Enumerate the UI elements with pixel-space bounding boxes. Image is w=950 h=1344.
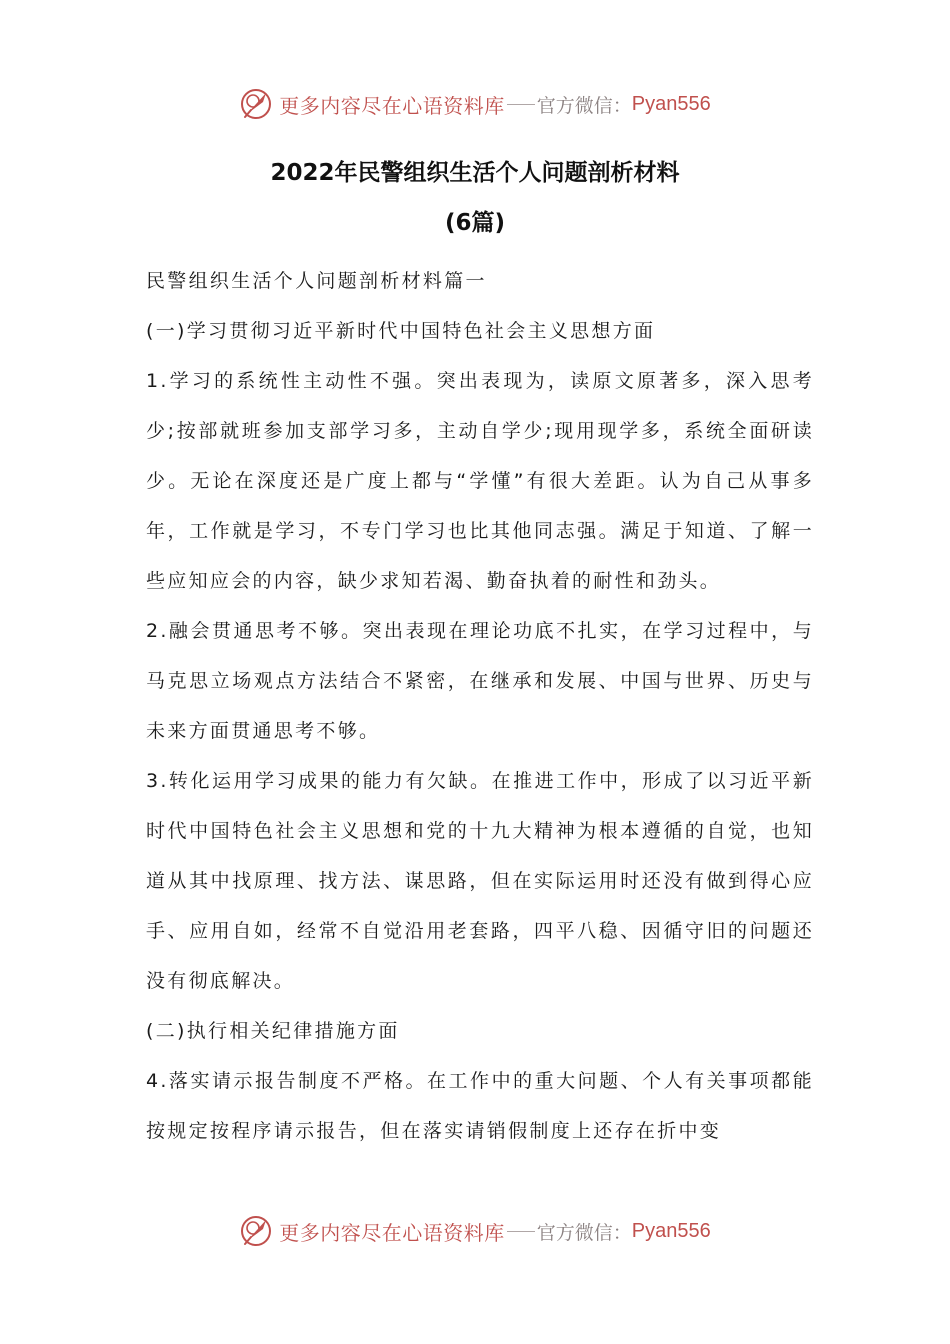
- paragraph: 1.学习的系统性主动性不强。突出表现为，读原文原著多，深入思考少;按部就班参加支部学习多，主动自学少;现用现学多，系统全面研读少。无论在深度还是广度上都与“学懂”有很大差距。认为自己从事多年，工作就是学习，不专门学习也比其他同志强。满足于知道、了解一些应知应会的内容，缺少求知若渴、勤奋执着的耐性和劲头。: [146, 370, 814, 592]
- section-heading: 民警组织生活个人问题剖析材料篇一: [146, 270, 487, 292]
- watermark-banner-top: [0, 84, 950, 124]
- watermark-tag: 官方微信：: [536, 94, 632, 117]
- document-title: 2022年民警组织生活个人问题剖析材料: [270, 160, 680, 186]
- document-subtitle: (6篇): [444, 210, 506, 236]
- paragraph: 4.落实请示报告制度不严格。在工作中的重大问题、个人有关事项都能按规定按程序请示报告，但在落实请销假制度上还存在折中变: [146, 1070, 814, 1142]
- watermark-banner-bottom: [0, 1211, 950, 1251]
- watermark-dash: [507, 104, 535, 105]
- paragraph: 2.融会贯通思考不够。突出表现在理论功底不扎实，在学习过程中，与马克思立场观点方法结合不紧密，在继承和发展、中国与世界、历史与未来方面贯通思考不够。: [146, 620, 814, 742]
- subsection-heading: (一)学习贯彻习近平新时代中国特色社会主义思想方面: [146, 320, 656, 342]
- watermark-id: Pyan556: [631, 1219, 711, 1242]
- paragraph: 3.转化运用学习成果的能力有欠缺。在推进工作中，形成了以习近平新时代中国特色社会主义思想和党的十九大精神为根本遵循的自觉，也知道从其中找原理、找方法、谋思路，但在实际运用时还没有做到得心应手、应用自如，经常不自觉沿用老套路，四平八稳、因循守旧的问题还没有彻底解决。: [146, 770, 814, 992]
- watermark-id: Pyan556: [631, 92, 711, 115]
- subsection-heading: (二)执行相关纪律措施方面: [146, 1020, 400, 1042]
- quill-logo-icon: [239, 1214, 273, 1248]
- watermark-text: 更多内容尽在心语资料库: [279, 93, 505, 118]
- watermark-tag: 官方微信：: [536, 1221, 632, 1244]
- watermark-text: 更多内容尽在心语资料库: [279, 1220, 505, 1245]
- quill-logo-icon: [239, 87, 273, 121]
- watermark-dash: [507, 1231, 535, 1232]
- document-body: [146, 256, 814, 1156]
